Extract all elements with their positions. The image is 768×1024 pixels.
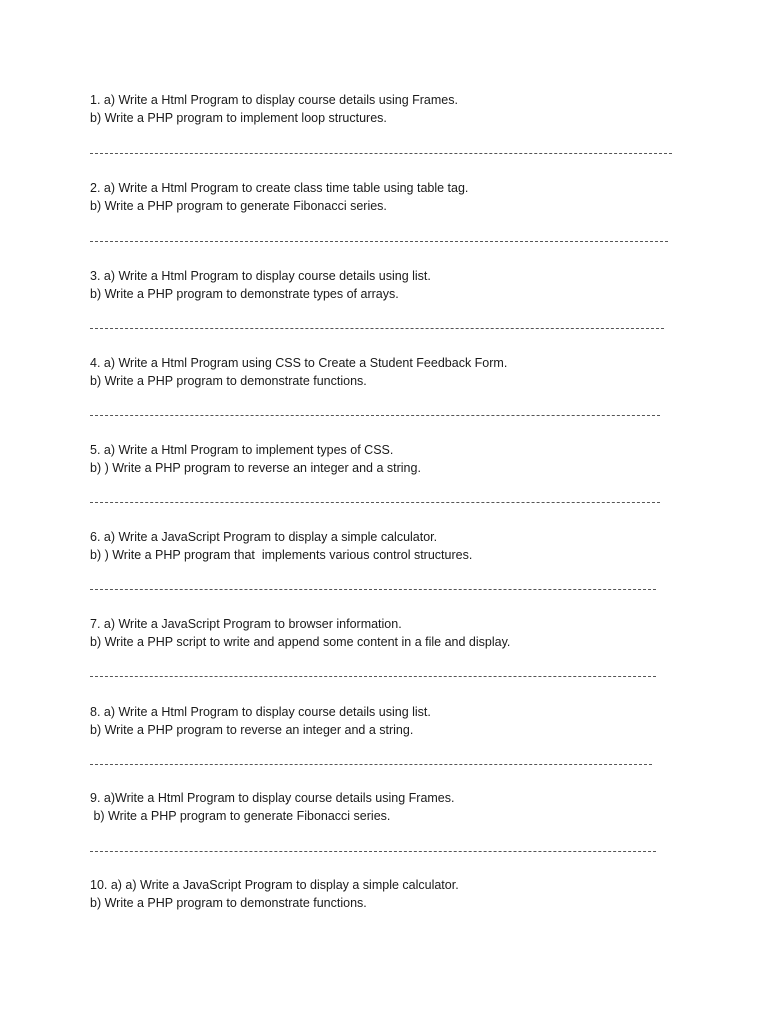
question-part-a: 7. a) Write a JavaScript Program to browser information. [90,617,402,631]
separator-line [90,153,672,154]
separator-line [90,502,660,503]
question-9 [90,790,710,825]
question-7 [90,616,710,651]
separator-line [90,328,664,329]
question-8 [90,704,710,739]
question-5 [90,442,710,477]
question-part-a: 1. a) Write a Html Program to display course details using Frames. [90,93,458,107]
question-part-b: b) Write a PHP program to demonstrate functions. [90,895,367,910]
question-part-a: 3. a) Write a Html Program to display course details using list. [90,269,431,283]
question-part-a: 10. a) a) Write a JavaScript Program to display a simple calculator. [90,878,459,892]
question-part-b: b) Write a PHP program to demonstrate functions. [90,373,367,388]
question-part-a: 4. a) Write a Html Program using CSS to Create a Student Feedback Form. [90,356,508,370]
question-part-b: b) Write a PHP program to demonstrate types of arrays. [90,286,399,301]
question-part-b: b) ) Write a PHP program that implements various control structures. [90,547,473,562]
question-part-a: 2. a) Write a Html Program to create class time table using table tag. [90,181,469,195]
separator-line [90,851,656,852]
question-part-a: 9. a)Write a Html Program to display course details using Frames. [90,791,455,805]
question-3 [90,268,710,303]
question-part-a: 5. a) Write a Html Program to implement types of CSS. [90,443,394,457]
question-part-a: 8. a) Write a Html Program to display course details using list. [90,705,431,719]
separator-line [90,764,652,765]
question-10 [90,877,710,912]
separator-line [90,676,656,677]
question-part-b: b) Write a PHP program to implement loop structures. [90,110,387,125]
question-part-b: b) Write a PHP script to write and append some content in a file and display. [90,634,511,649]
separator-line [90,241,668,242]
separator-line [90,589,656,590]
question-2 [90,180,710,215]
separator-line [90,415,660,416]
question-1 [90,92,710,127]
question-part-b: b) Write a PHP program to generate Fibonacci series. [90,198,387,213]
question-6 [90,529,710,564]
question-4 [90,355,710,390]
question-part-b: b) Write a PHP program to generate Fibonacci series. [90,808,391,823]
question-part-a: 6. a) Write a JavaScript Program to display a simple calculator. [90,530,438,544]
question-part-b: b) ) Write a PHP program to reverse an integer and a string. [90,460,421,475]
question-part-b: b) Write a PHP program to reverse an integer and a string. [90,722,414,737]
